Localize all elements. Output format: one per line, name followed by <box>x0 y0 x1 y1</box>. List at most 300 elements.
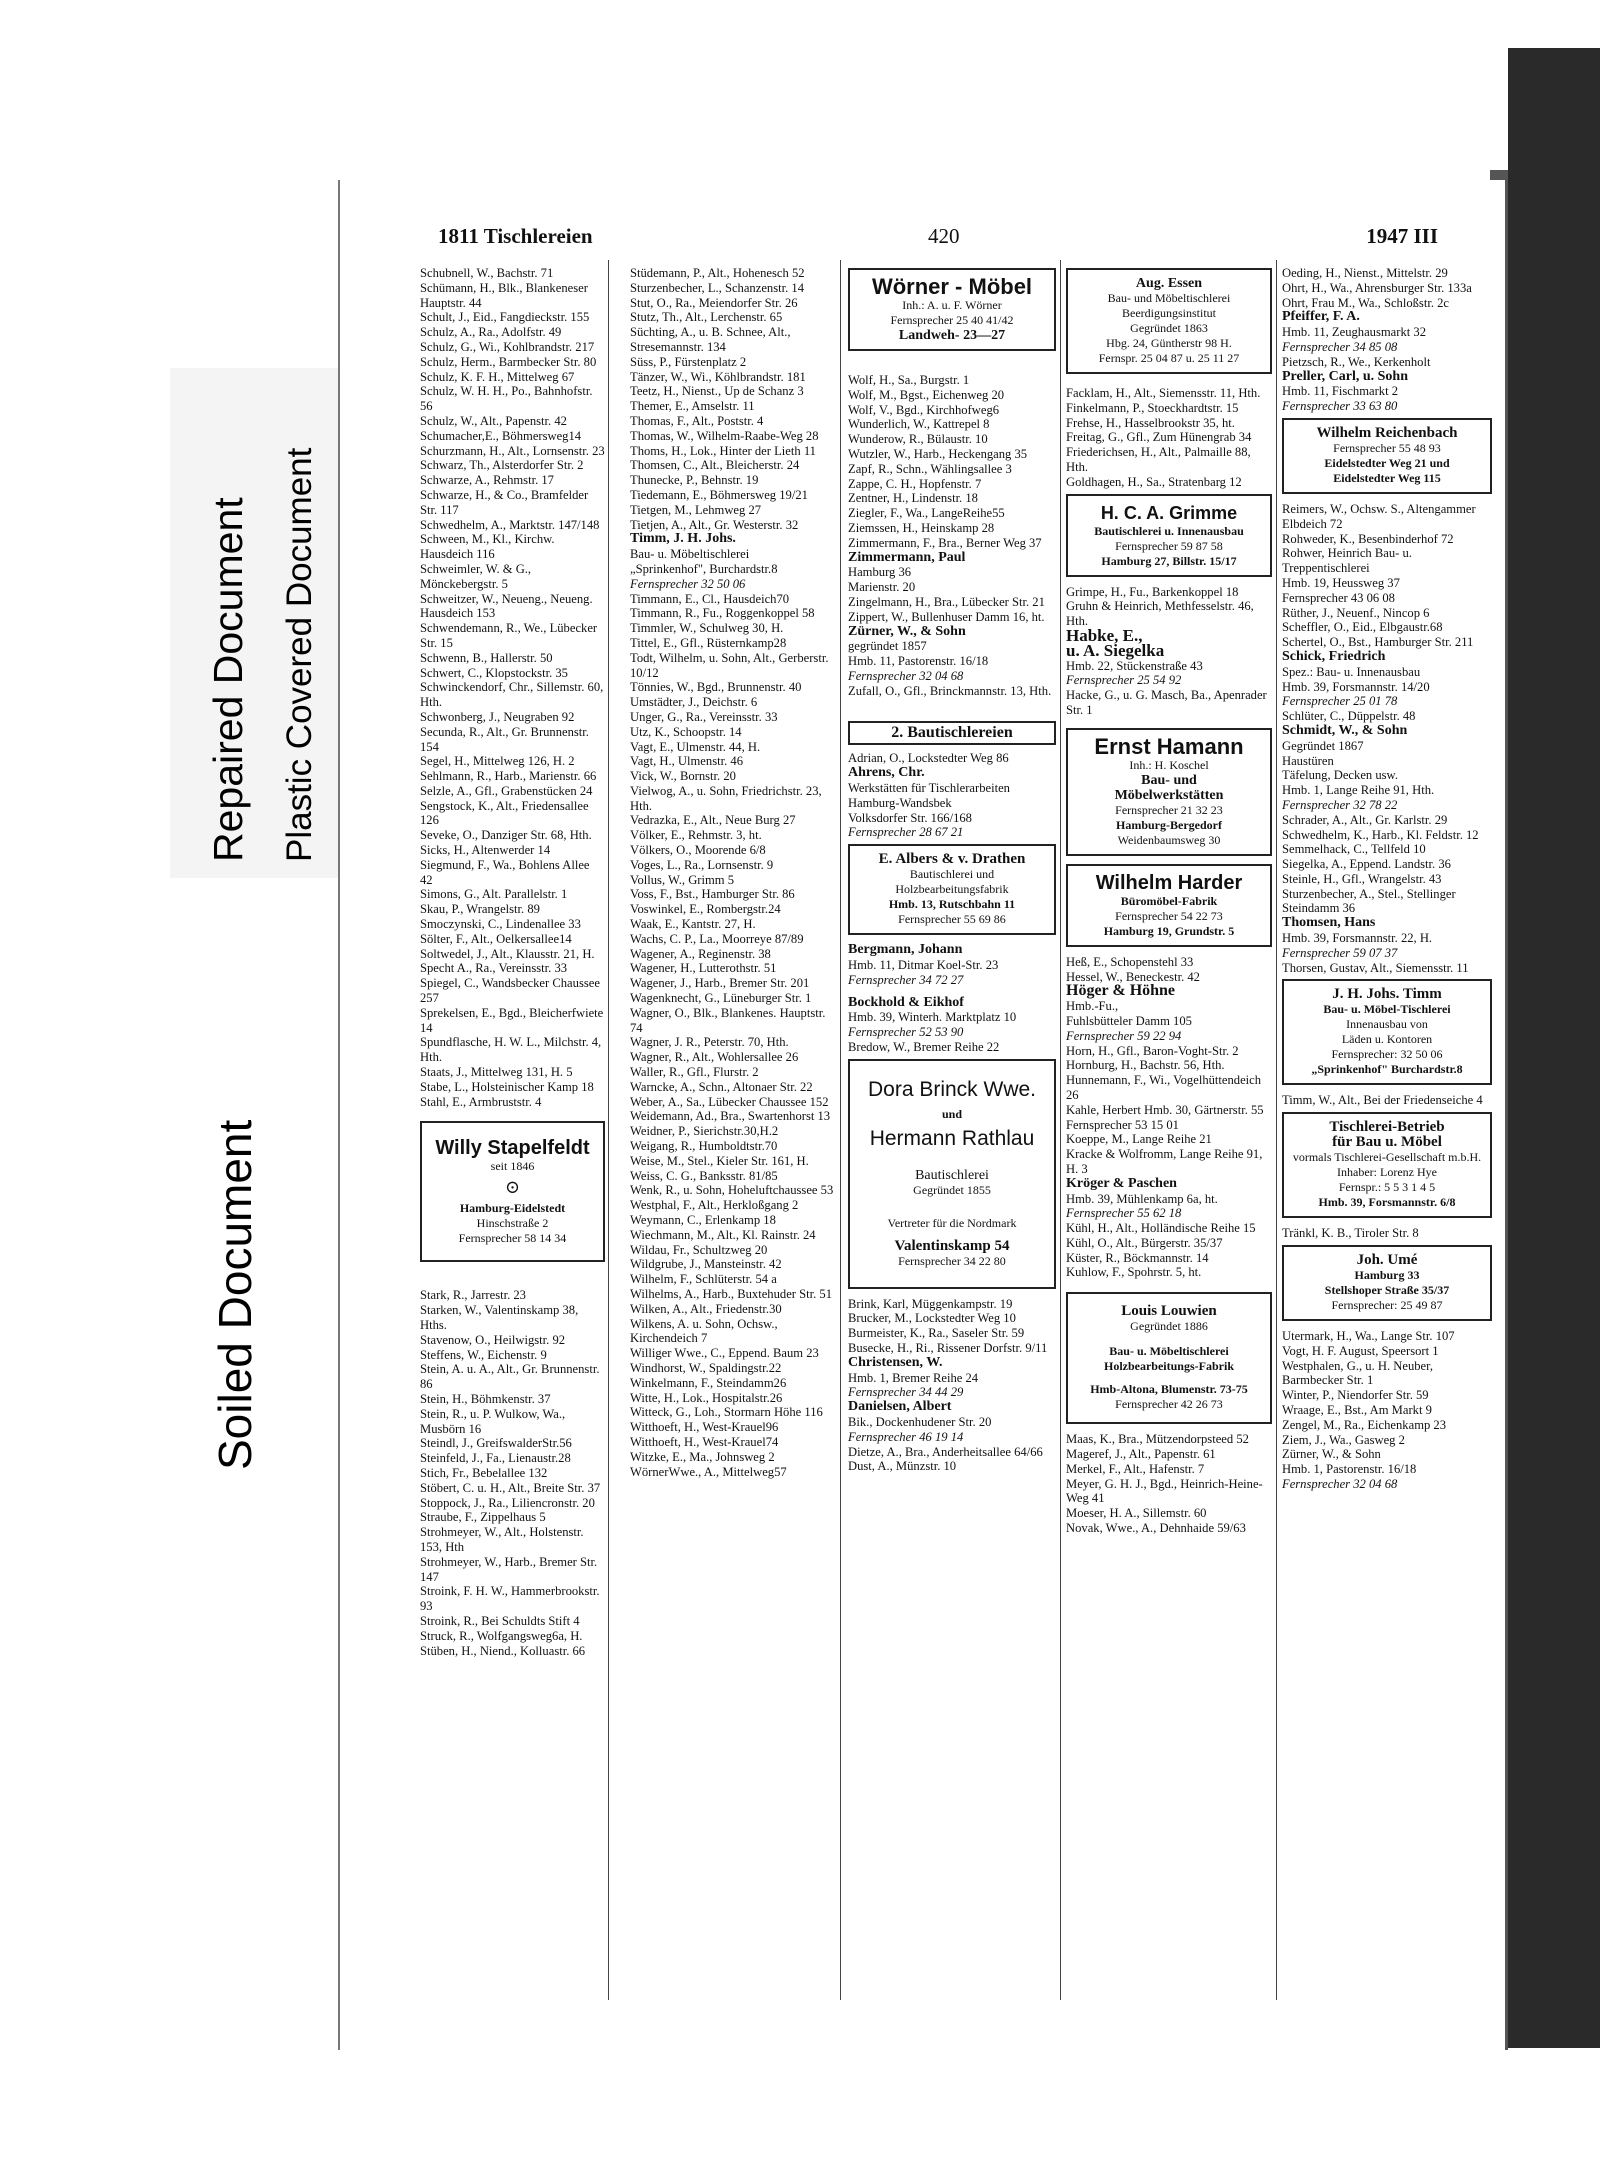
directory-entry: Koeppe, M., Lange Reihe 21 <box>1066 1132 1212 1147</box>
directory-entry: Hacke, G., u. G. Masch, Ba., Apenrader Str. 1 <box>1066 688 1270 717</box>
entry-line: Hmb. 39, Mühlenkamp 6a, ht. <box>1066 1191 1218 1206</box>
ad-line: Fernsprecher: 32 50 06 <box>1331 1047 1443 1062</box>
ad-line: Bau- und Möbeltischlerei <box>1107 291 1231 305</box>
section-heading: 2. Bautischlereien <box>848 721 1056 746</box>
entry-phone: Fernsprecher 55 62 18 <box>1066 1206 1182 1221</box>
directory-entry: Schwedhelm, A., Marktstr. 147/148 <box>420 517 600 532</box>
ad-line: Fernspr. 25 04 87 u. 25 11 27 <box>1098 351 1240 365</box>
directory-entry: Timmann, R., Fu., Roggenkoppel 58 <box>630 606 815 621</box>
entry-name: Zürner, W., & Sohn <box>848 623 966 639</box>
directory-entry: Kühl, O., Alt., Bürgerstr. 35/37 <box>1066 1235 1223 1250</box>
directory-entry: Fernsprecher 43 06 08 <box>1282 590 1395 605</box>
ad-title: Hermann Rathlau <box>869 1126 1035 1150</box>
directory-entry: Wagner, J. R., Peterstr. 70, Hth. <box>630 1035 789 1050</box>
directory-entry: Schulz, K. F. H., Mittelweg 67 <box>420 369 575 384</box>
ad-title: Wörner - Möbel <box>871 274 1033 299</box>
ad-line: „Sprinkenhof" Burchardstr.8 <box>1311 1062 1463 1077</box>
entry-phone: Fernsprecher 33 63 80 <box>1282 399 1398 414</box>
directory-entry: Simons, G., Alt. Parallelstr. 1 <box>420 887 568 902</box>
directory-entry: Schertel, O., Bst., Hamburger Str. 211 <box>1282 635 1474 650</box>
directory-entry: Ziemssen, H., Heinskamp 28 <box>848 520 995 535</box>
directory-entry: Hmb. 19, Heussweg 37 <box>1282 575 1400 590</box>
ad-title: Ernst Hamann <box>1094 733 1244 759</box>
directory-entry: Tiedemann, E., Böhmersweg 19/21 <box>630 487 808 502</box>
directory-entry: Wilken, A., Alt., Friedenstr.30 <box>630 1301 782 1316</box>
ad-line: Bau- u. Möbel-Tischlerei <box>1323 1002 1451 1017</box>
directory-entry: Dietze, A., Bra., Anderheitsallee 64/66 <box>848 1444 1043 1459</box>
directory-entry: Schulz, A., Ra., Adolfstr. 49 <box>420 325 562 340</box>
entry-line: Spez.: Bau- u. Innenausbau <box>1282 664 1421 679</box>
directory-entry: Wagner, R., Alt., Wohlersallee 26 <box>630 1050 799 1065</box>
directory-entry: Völker, E., Rehmstr. 3, ht. <box>630 828 762 843</box>
directory-entry: Thomsen, C., Alt., Bleicherstr. 24 <box>630 458 800 473</box>
ad-line: Gegründet 1855 <box>913 1182 991 1197</box>
column-rule <box>1276 260 1277 2000</box>
directory-entry: Starken, W., Valentinskamp 38, Hths. <box>420 1303 582 1333</box>
ad-line: Hamburg 27, Billstr. 15/17 <box>1101 553 1237 568</box>
entry-line: Hmb.-Fu., <box>1066 999 1119 1014</box>
entry-list <box>1282 709 1492 724</box>
ad-grimme <box>1066 494 1272 577</box>
entry-list <box>420 1288 605 1658</box>
directory-entry: Spiegel, C., Wandsbecker Chaussee 257 <box>420 976 604 1006</box>
directory-page <box>338 180 1505 2050</box>
directory-entry: Specht A., Ra., Vereinsstr. 33 <box>420 961 568 976</box>
directory-entry: Sturzenbecher, A., Stel., Stellinger Steindamm 36 <box>1282 886 1459 916</box>
header-category: 1811 Tischlereien <box>438 224 593 248</box>
directory-entry: Teetz, H., Nienst., Up de Schanz 3 <box>630 384 804 399</box>
directory-entry: Merkel, F., Alt., Hafenstr. 7 <box>1066 1461 1205 1476</box>
ad-line: Inh.: A. u. F. Wörner <box>902 298 1002 312</box>
ad-line: seit 1846 <box>490 1159 535 1174</box>
entry-phone: Fernsprecher 32 04 68 <box>1282 1477 1398 1492</box>
entry-name: Zimmermann, Paul <box>848 549 966 565</box>
ad-line: Fernsprecher 21 32 23 <box>1115 802 1223 817</box>
entry-phone: Fernsprecher 52 53 90 <box>848 1025 964 1040</box>
directory-entry: Küster, R., Böckmannstr. 14 <box>1066 1250 1209 1265</box>
ad-line: Bau- u. Möbeltischlerei <box>1109 1344 1229 1359</box>
entry-list <box>1066 955 1272 985</box>
directory-entry: Kuhlow, F., Spohrstr. 5, ht. <box>1066 1265 1202 1280</box>
directory-entry: Wagener, H., Lutterothstr. 51 <box>630 961 777 976</box>
entry-list <box>630 592 836 1480</box>
entry-list <box>1282 266 1492 310</box>
entry-list <box>1282 961 1492 976</box>
directory-entry: Vielwog, A., u. Sohn, Friedrichstr. 23, Hth. <box>630 783 825 813</box>
entry-line: Hmb. 11, Zeughausmarkt 32 <box>1282 325 1426 340</box>
directory-entry: Wagenknecht, G., Lüneburger Str. 1 <box>630 991 812 1006</box>
directory-entry: Hornburg, H., Bachstr. 56, Hth. <box>1066 1058 1225 1073</box>
ad-brinck <box>848 1059 1056 1289</box>
directory-entry: WörnerWwe., A., Mittelweg57 <box>630 1464 787 1479</box>
directory-entry: Wilhelm, F., Schlüterstr. 54 a <box>630 1272 777 1287</box>
entry-phone: Fernsprecher 32 04 68 <box>848 668 964 683</box>
ad-line: Bautischlerei <box>915 1167 989 1183</box>
directory-entry: Winter, P., Niendorfer Str. 59 <box>1282 1388 1429 1403</box>
directory-entry: Wilhelms, A., Harb., Buxtehuder Str. 51 <box>630 1286 833 1301</box>
ad-line: Weidenbaumsweg 30 <box>1117 832 1221 847</box>
column-3 <box>848 266 1056 1474</box>
directory-entry: Thunecke, P., Behnstr. 19 <box>630 473 759 488</box>
entry-line: Hmb. 39, Winterh. Marktplatz 10 <box>848 1010 1017 1025</box>
directory-entry: Stein, R., u. P. Wulkow, Wa., Musbörn 16 <box>420 1406 569 1436</box>
entry-name: Christensen, W. <box>848 1354 943 1370</box>
directory-entry: Spundflasche, H. W. L., Milchstr. 4, Hth. <box>420 1035 605 1065</box>
directory-entry: Frehse, H., Hasselbrookstr 35, ht. <box>1066 415 1235 430</box>
entry-name: Preller, Carl, u. Sohn <box>1282 368 1409 384</box>
entry-phone: Fernsprecher 34 85 08 <box>1282 339 1398 354</box>
plastic-label: Plastic Covered Document <box>280 447 319 862</box>
directory-entry: Seveke, O., Danziger Str. 68, Hth. <box>420 828 592 843</box>
directory-entry: Schumacher,E., Böhmersweg14 <box>420 428 582 443</box>
directory-entry: Vagt, E., Ulmenstr. 44, H. <box>630 739 761 754</box>
entry-list <box>848 373 1056 551</box>
directory-entry: Wolf, H., Sa., Burgstr. 1 <box>848 373 970 387</box>
directory-entry: Witthoeft, H., West-Krauel74 <box>630 1434 779 1449</box>
directory-entry: Straube, F., Zippelhaus 5 <box>420 1510 546 1525</box>
ad-harder <box>1066 864 1272 947</box>
directory-entry: Schult, J., Eid., Fangdieckstr. 155 <box>420 310 590 325</box>
directory-entry: Schweimler, W. & G., Mönckebergstr. 5 <box>420 561 535 591</box>
ad-title: Willy Stapelfeldt <box>435 1137 590 1160</box>
directory-entry: Stroink, F. H. W., Hammerbrookstr. 93 <box>420 1584 603 1614</box>
directory-entry: Grimpe, H., Fu., Barkenkoppel 18 <box>1066 584 1239 599</box>
entry-name: Bockhold & Eikhof <box>848 994 964 1010</box>
ad-line: Fernsprecher 59 87 58 <box>1115 538 1223 553</box>
directory-entry: Weise, M., Stel., Kieler Str. 161, H. <box>630 1153 809 1168</box>
directory-entry: Thomas, F., Alt., Poststr. 4 <box>630 413 764 428</box>
directory-entry: Busecke, H., Ri., Rissener Dorfstr. 9/11 <box>848 1341 1048 1356</box>
ad-line: Bautischlerei u. Innenausbau <box>1094 523 1244 538</box>
directory-entry: Todt, Wilhelm, u. Sohn, Alt., Gerberstr. 10/12 <box>630 650 832 680</box>
directory-entry: Staats, J., Mittelweg 131, H. 5 <box>420 1065 573 1080</box>
directory-entry: Vogt, H. F. August, Speersort 1 <box>1282 1343 1439 1358</box>
entry-phone: Fernsprecher 25 54 92 <box>1066 673 1182 688</box>
directory-entry: Wachs, C. P., La., Moorreye 87/89 <box>630 931 804 946</box>
directory-entry: Semmelhack, C., Tellfeld 10 <box>1282 842 1426 857</box>
directory-entry: Schulz, W. H. H., Po., Bahnhofstr. 56 <box>420 384 596 414</box>
entry-line: Gegründet 1867 <box>1282 738 1364 753</box>
entry-line: Hmb. 11, Ditmar Koel-Str. 23 <box>848 957 999 972</box>
ad-hamann <box>1066 728 1272 856</box>
directory-entry: Siegmund, F., Wa., Bohlens Allee 42 <box>420 857 593 887</box>
entry-line: Haustüren <box>1282 753 1334 768</box>
directory-entry: Völkers, O., Moorende 6/8 <box>630 843 766 858</box>
directory-entry: Ziem, J., Wa., Gasweg 2 <box>1282 1432 1405 1447</box>
directory-entry: Sehlmann, R., Harb., Marienstr. 66 <box>420 769 597 784</box>
directory-entry: Hessel, W., Beneckestr. 42 <box>1066 969 1200 984</box>
directory-entry: Wilkens, A. u. Sohn, Ochsw., Kirchendeich 7 <box>630 1316 781 1346</box>
entry-line: Bau- u. Möbeltischlerei <box>630 547 750 562</box>
ad-title: Wilhelm Reichenbach <box>1316 424 1458 441</box>
ad-line: Eidelstedter Weg 115 <box>1333 470 1441 485</box>
directory-entry: Schümann, H., Blk., Blankeneser Hauptstr. 44 <box>420 280 592 310</box>
ad-line: Fernsprecher 55 69 86 <box>898 912 1006 927</box>
directory-entry: Timmler, W., Schulweg 30, H. <box>630 621 784 636</box>
ad-line: Fernsprecher 42 26 73 <box>1115 1397 1223 1412</box>
ad-line: Hinschstraße 2 <box>476 1216 549 1231</box>
entry-list <box>1282 1093 1492 1108</box>
entry-list <box>848 1445 1056 1475</box>
directory-entry: Utz, K., Schoopstr. 14 <box>630 724 742 739</box>
column-rule <box>840 260 841 2000</box>
page-header <box>438 224 1438 264</box>
directory-entry: Secunda, R., Alt., Gr. Brunnenstr. 154 <box>420 724 593 754</box>
directory-entry: Tietgen, M., Lehmweg 27 <box>630 502 762 517</box>
directory-entry: Utermark, H., Wa., Lange Str. 107 <box>1282 1329 1455 1344</box>
ad-tischlerei <box>1282 1112 1492 1218</box>
directory-entry: Vollus, W., Grimm 5 <box>630 872 735 887</box>
entry-list <box>420 266 605 1109</box>
entry-name: Habke, E., <box>1066 625 1143 645</box>
ad-line: und <box>941 1106 963 1121</box>
directory-entry: Sturzenbecher, L., Schanzenstr. 14 <box>630 280 804 295</box>
directory-entry: Bredow, W., Bremer Reihe 22 <box>848 1039 1000 1054</box>
ad-louwien <box>1066 1292 1272 1424</box>
directory-entry: Stahl, E., Armbruststr. 4 <box>420 1094 542 1109</box>
entry-list <box>848 684 1056 699</box>
entry-line: Fuhlsbütteler Damm 105 <box>1066 1013 1192 1028</box>
ad-title: H. C. A. Grimme <box>1100 502 1238 523</box>
entry-line: Hmb. 11, Fischmarkt 2 <box>1282 384 1399 399</box>
directory-entry: Sprekelsen, E., Bgd., Bleicherfwiete 14 <box>420 1005 607 1035</box>
ad-essen <box>1066 268 1272 374</box>
directory-entry: Steindl, J., GreifswalderStr.56 <box>420 1436 572 1451</box>
directory-entry: Voss, F., Bst., Hamburger Str. 86 <box>630 887 795 902</box>
directory-entry: Waller, R., Gfl., Flurstr. 2 <box>630 1065 759 1080</box>
entry-line: Hmb. 39, Forsmannstr. 22, H. <box>1282 931 1433 946</box>
ad-line: Möbelwerkstätten <box>1114 787 1224 803</box>
directory-entry: Voges, L., Ra., Lornsenstr. 9 <box>630 857 774 872</box>
directory-entry: Waak, E., Kantstr. 27, H. <box>630 917 756 932</box>
entry-list <box>1282 813 1492 917</box>
directory-entry: Adrian, O., Lockstedter Weg 86 <box>848 751 1009 766</box>
directory-entry: Weidner, P., Sierichstr.30,H.2 <box>630 1124 779 1139</box>
directory-entry: Stoppock, J., Ra., Liliencronstr. 20 <box>420 1495 595 1510</box>
entry-name: Höger & Höhne <box>1066 982 1176 1000</box>
directory-entry: Schurzmann, H., Alt., Lornsenstr. 23 <box>420 443 605 458</box>
directory-entry: Wutzler, W., Harb., Heckengang 35 <box>848 446 1028 461</box>
entry-name: Timm, J. H. Johs. <box>630 531 736 547</box>
entry-name: u. A. Siegelka <box>1066 640 1165 660</box>
directory-entry: Wunderow, R., Bülaustr. 10 <box>848 432 988 447</box>
directory-entry: Schwedhelm, K., Harb., Kl. Feldstr. 12 <box>1282 827 1479 842</box>
entry-line: Hmb. 22, Stückenstraße 43 <box>1066 658 1203 673</box>
directory-entry: Thorsen, Gustav, Alt., Siemensstr. 11 <box>1282 960 1469 975</box>
ad-line: Hamburg 19, Grundstr. 5 <box>1103 923 1235 938</box>
entry-list <box>1066 585 1272 629</box>
entry-phone: Fernsprecher 34 44 29 <box>848 1385 964 1400</box>
directory-entry: Smoczynski, C., Lindenallee 33 <box>420 917 581 932</box>
directory-entry: Weber, A., Sa., Lübecker Chaussee 152 <box>630 1094 829 1109</box>
ad-line: Fernsprecher 55 48 93 <box>1333 440 1441 455</box>
directory-entry: Mageref, J., Alt., Papenstr. 61 <box>1066 1447 1216 1462</box>
directory-entry: Stark, R., Jarrestr. 23 <box>420 1288 526 1303</box>
ad-line: Hmb. 39, Forsmannstr. 6/8 <box>1318 1195 1456 1210</box>
soiled-label: Soiled Document <box>209 1119 261 1470</box>
ad-line: Vertreter für die Nordmark <box>887 1215 1017 1230</box>
directory-entry: Schweitzer, W., Neueng., Neueng. Hausdeich 153 <box>420 591 596 621</box>
entry-line: Zürner, W., & Sohn <box>1282 1447 1381 1462</box>
ad-line: Valentinskamp 54 <box>894 1237 1010 1254</box>
entry-line: „Sprinkenhof", Burchardstr.8 <box>630 561 778 576</box>
entry-list <box>1066 1221 1272 1280</box>
ad-line: Läden u. Kontoren <box>1341 1032 1433 1047</box>
entry-list <box>1066 386 1272 490</box>
entry-name: Danielsen, Albert <box>848 1399 952 1415</box>
entry-name: Thomsen, Hans <box>1282 915 1376 931</box>
directory-entry: Schwert, C., Klopstockstr. 35 <box>420 665 568 680</box>
ad-stapelfeldt <box>420 1121 605 1262</box>
ad-line: vormals Tischlerei-Gesellschaft m.b.H. <box>1292 1150 1482 1165</box>
directory-entry: Stüdemann, P., Alt., Hohenesch 52 <box>630 266 805 280</box>
ad-title: Aug. Essen <box>1135 276 1203 291</box>
directory-entry: Timm, W., Alt., Bei der Friedenseiche 4 <box>1282 1093 1483 1108</box>
directory-entry: Schwenn, B., Hallerstr. 50 <box>420 650 553 665</box>
directory-entry: Kühl, H., Alt., Holländische Reihe 15 <box>1066 1221 1256 1236</box>
directory-entry: Winkelmann, F., Steindamm26 <box>630 1375 787 1390</box>
directory-entry: Zengel, M., Ra., Eichenkamp 23 <box>1282 1417 1447 1432</box>
entry-phone: Fernsprecher 28 67 21 <box>848 825 964 840</box>
directory-entry: Witzke, E., Ma., Johnsweg 2 <box>630 1449 775 1464</box>
directory-entry: Skau, P., Wrangelstr. 89 <box>420 902 540 917</box>
ad-albers <box>848 844 1056 935</box>
ad-line: Beerdigungsinstitut <box>1122 306 1216 320</box>
directory-entry: Thomas, W., Wilhelm-Raabe-Weg 28 <box>630 428 819 443</box>
directory-entry: Zentner, H., Lindenstr. 18 <box>848 491 978 506</box>
directory-entry: Novak, Wwe., A., Dehnhaide 59/63 <box>1066 1521 1246 1536</box>
entry-line: Hmb. 11, Pastorenstr. 16/18 <box>848 654 989 669</box>
directory-entry: Freitag, G., Gfl., Zum Hünengrab 34 <box>1066 430 1252 445</box>
ad-line: Innenausbau von <box>1346 1017 1428 1032</box>
entry-phone: Fernsprecher 59 07 37 <box>1282 945 1398 960</box>
directory-entry: Schween, M., Kl., Kirchw. Hausdeich 116 <box>420 532 558 562</box>
header-year: 1947 III <box>1366 224 1438 248</box>
directory-entry: Schwonberg, J., Neugraben 92 <box>420 709 575 724</box>
column-5 <box>1282 266 1492 1492</box>
directory-entry: Tönnies, W., Bgd., Brunnenstr. 40 <box>630 680 802 695</box>
directory-entry: Weidemann, Ad., Bra., Swartenhorst 13 <box>630 1109 831 1124</box>
directory-entry: Rüther, J., Neuenf., Nincop 6 <box>1282 605 1430 620</box>
entry-phone: Fernsprecher 59 22 94 <box>1066 1028 1182 1043</box>
directory-entry: Steinle, H., Gfl., Wrangelstr. 43 <box>1282 871 1442 886</box>
directory-entry: Siegelka, A., Eppend. Landstr. 36 <box>1282 857 1451 872</box>
directory-entry: Strohmeyer, W., Alt., Holstenstr. 153, Hth <box>420 1525 587 1554</box>
ad-line: Hamburg-Bergedorf <box>1116 817 1222 832</box>
directory-entry: Wagner, O., Blk., Blankenes. Hauptstr. 74 <box>630 1005 829 1035</box>
directory-entry: Stavenow, O., Heilwigstr. 92 <box>420 1332 566 1347</box>
entry-list <box>848 1040 1056 1055</box>
ad-line: Bau- und <box>1141 772 1197 788</box>
ad-line: Fernsprecher 54 22 73 <box>1115 908 1223 923</box>
directory-entry: Strohmeyer, W., Harb., Bremer Str. 147 <box>420 1554 601 1584</box>
directory-entry: Tietjen, A., Alt., Gr. Westerstr. 32 <box>630 517 799 532</box>
entry-list <box>1282 355 1492 370</box>
directory-entry: Ohrt, Frau M., Wa., Schloßstr. 2c <box>1282 295 1450 310</box>
entry-list <box>1066 688 1272 718</box>
directory-entry: Wolf, M., Bgst., Eichenweg 20 <box>848 387 1005 402</box>
directory-entry: Sölter, F., Alt., Oelkersallee14 <box>420 931 572 946</box>
entry-phone: Fernsprecher 46 19 14 <box>848 1429 964 1444</box>
ad-title: Joh. Umé <box>1356 1252 1418 1269</box>
directory-entry: Heß, E., Schopenstehl 33 <box>1066 954 1194 969</box>
directory-entry: Brink, Karl, Müggenkampstr. 19 <box>848 1296 1013 1311</box>
ad-reichenbach <box>1282 418 1492 494</box>
directory-entry: Weymann, C., Erlenkamp 18 <box>630 1213 776 1227</box>
entry-line: Marienstr. 20 <box>848 580 916 595</box>
directory-entry: Umstädter, J., Deichstr. 6 <box>630 695 758 710</box>
ad-timm <box>1282 979 1492 1085</box>
ad-line: Fernspr.: 5 5 3 1 4 5 <box>1338 1180 1436 1195</box>
ad-line: Hbg. 24, Güntherstr 98 H. <box>1106 336 1232 350</box>
directory-entry: Schlüter, C., Düppelstr. 48 <box>1282 709 1416 724</box>
ad-line: Holzbearbeitungs-Fabrik <box>1103 1359 1234 1374</box>
directory-entry: Soltwedel, J., Alt., Klausstr. 21, H. <box>420 946 595 961</box>
directory-entry: Burmeister, K., Ra., Saseler Str. 59 <box>848 1326 1025 1341</box>
directory-entry: Weigang, R., Humboldtstr.70 <box>630 1139 778 1154</box>
directory-entry: Stöbert, C. u. H., Alt., Breite Str. 37 <box>420 1480 601 1495</box>
entry-name: Kröger & Paschen <box>1066 1175 1177 1191</box>
directory-entry: Süss, P., Fürstenplatz 2 <box>630 354 747 369</box>
ad-line: Hmb-Altona, Blumenstr. 73-75 <box>1090 1382 1248 1397</box>
directory-entry: Stroink, R., Bei Schuldts Stift 4 <box>420 1613 580 1628</box>
directory-entry: Reimers, W., Ochsw. S., Altengammer Elbdeich 72 <box>1282 501 1479 531</box>
ad-line: Gegründet 1863 <box>1130 321 1208 335</box>
entry-name: Schick, Friedrich <box>1282 648 1386 664</box>
column-2 <box>630 266 836 1479</box>
directory-entry: Schwendemann, R., We., Lübecker Str. 15 <box>420 621 601 650</box>
entry-phone: Fernsprecher 25 01 78 <box>1282 694 1398 709</box>
ad-line: Hamburg 33 <box>1354 1268 1420 1283</box>
page-number: 420 <box>928 224 960 248</box>
directory-entry: Zufall, O., Gfl., Brinckmannstr. 13, Hth. <box>848 683 1052 698</box>
entry-line: gegründet 1857 <box>848 639 927 654</box>
directory-entry: Windhorst, W., Spaldingstr.22 <box>630 1360 782 1375</box>
ad-title: E. Albers & v. Drathen <box>878 851 1026 868</box>
directory-entry: Scheffler, O., Eid., Elbgaustr.68 <box>1282 620 1443 635</box>
ad-title: Tischlerei-Betrieb <box>1329 1119 1445 1136</box>
directory-entry: Struck, R., Wolfgangsweg6a, H. <box>420 1628 583 1643</box>
entry-list <box>630 266 836 532</box>
directory-entry: Zapf, R., Schn., Wählingsallee 3 <box>848 461 1012 476</box>
entry-line: Werkstätten für Tischlerarbeiten <box>848 780 1010 795</box>
entry-line: Volksdorfer Str. 166/168 <box>848 810 972 825</box>
directory-entry: Goldhagen, H., Sa., Stratenbarg 12 <box>1066 474 1242 489</box>
directory-entry: Schwarz, Th., Alsterdorfer Str. 2 <box>420 458 584 473</box>
directory-entry: Gruhn & Heinrich, Methfesselstr. 46, Hth. <box>1066 599 1257 629</box>
directory-entry: Witteck, G., Loh., Stormarn Höhe 116 <box>630 1405 823 1420</box>
directory-entry: Zingelmann, H., Bra., Lübecker Str. 21 <box>848 594 1045 609</box>
directory-entry: Finkelmann, P., Stoeckhardtstr. 15 <box>1066 400 1239 415</box>
ad-line: Gegründet 1886 <box>1130 1319 1208 1334</box>
entry-phone: Fernsprecher 34 72 27 <box>848 972 964 987</box>
directory-entry: Vick, W., Bornstr. 20 <box>630 769 736 784</box>
directory-entry: Schulz, G., Wi., Kohlbrandstr. 217 <box>420 339 595 354</box>
directory-entry: Horn, H., Gfl., Baron-Voght-Str. 2 <box>1066 1043 1239 1058</box>
directory-entry: Stabe, L., Holsteinischer Kamp 18 <box>420 1079 594 1094</box>
directory-entry: Tittel, E., Gfl., Rüsternkamp28 <box>630 635 787 650</box>
entry-list <box>1066 1432 1272 1536</box>
ad-line: Hmb. 13, Rutschbahn 11 <box>888 897 1016 912</box>
directory-entry: Tänzer, W., Wi., Köhlbrandstr. 181 <box>630 369 806 384</box>
directory-entry: Stut, O., Ra., Meiendorfer Str. 26 <box>630 295 798 310</box>
directory-entry: Wraage, E., Bst., Am Markt 9 <box>1282 1403 1432 1418</box>
directory-entry: Weiss, C. G., Banksstr. 81/85 <box>630 1168 778 1183</box>
directory-entry: Unger, G., Ra., Vereinsstr. 33 <box>630 709 778 724</box>
directory-entry: Oeding, H., Nienst., Mittelstr. 29 <box>1282 266 1448 280</box>
directory-entry: Witthoeft, H., West-Krauel96 <box>630 1420 779 1435</box>
directory-entry: Tränkl, K. B., Tiroler Str. 8 <box>1282 1226 1419 1241</box>
